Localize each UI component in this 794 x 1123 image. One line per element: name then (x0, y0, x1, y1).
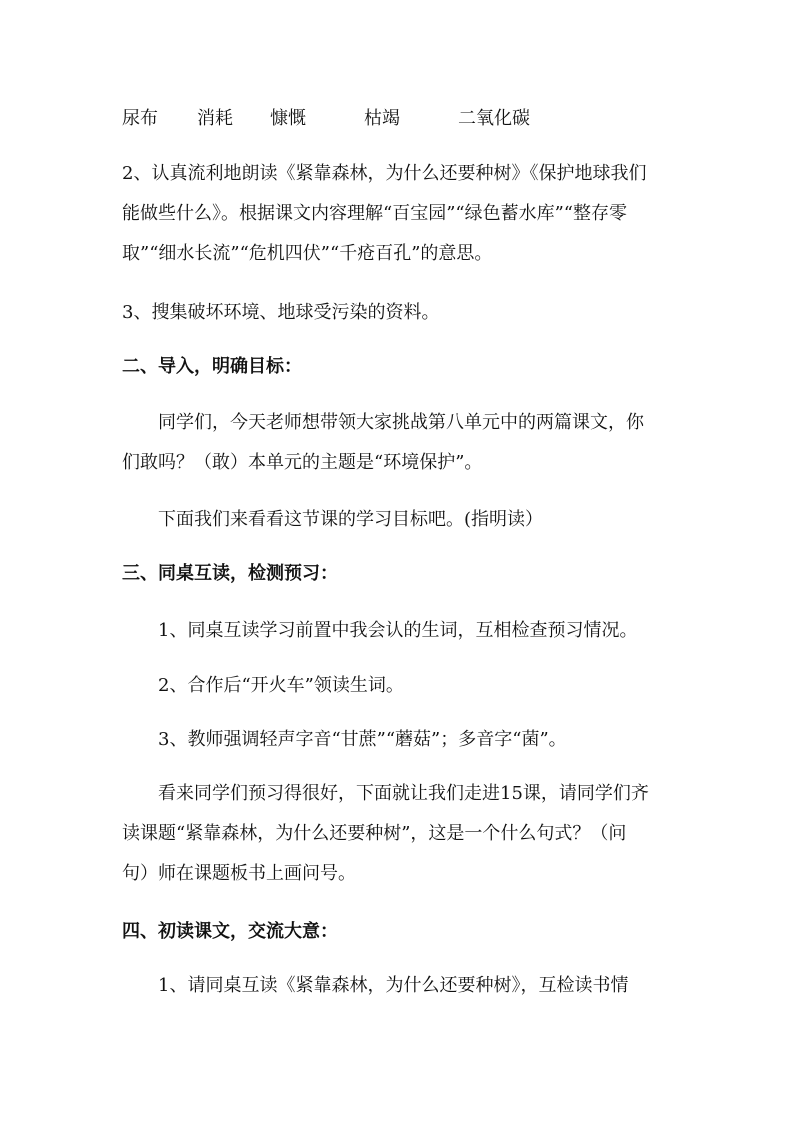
section-heading: 二、导入，明确目标： (122, 356, 302, 377)
vocab-word: 消耗 (197, 108, 233, 129)
list-item: 3、教师强调轻声字音“甘蔗”“蘑菇”；多音字“菌”。 (158, 729, 567, 750)
vocab-word: 二氧化碳 (458, 108, 530, 129)
vocab-word: 尿布 (122, 108, 158, 129)
paragraph-line: 能做些什么》。根据课文内容理解“百宝园”“绿色蓄水库”“整存零 (122, 203, 628, 224)
paragraph-line: 同学们，今天老师想带领大家挑战第八单元中的两篇课文，你 (158, 412, 644, 433)
vocab-row (122, 104, 682, 134)
paragraph-line: 2、认真流利地朗读《紧靠森林，为什么还要种树》《保护地球我们 (122, 163, 647, 184)
paragraph-line: 句）师在课题板书上画问号。 (122, 863, 356, 884)
paragraph-line: 下面我们来看看这节课的学习目标吧。(指明读） (158, 509, 544, 530)
paragraph-line: 看来同学们预习得很好，下面就让我们走进15课，请同学们齐 (158, 783, 649, 804)
vocab-word: 慷慨 (270, 108, 306, 129)
list-item: 2、合作后“开火车”领读生词。 (158, 675, 404, 696)
paragraph-line: 们敢吗？（敢）本单元的主题是“环境保护”。 (122, 452, 483, 473)
paragraph-line: 读课题“紧靠森林，为什么还要种树”，这是一个什么句式？（问 (122, 823, 627, 844)
vocab-word: 枯竭 (364, 108, 400, 129)
paragraph-line: 3、搜集破坏环境、地球受污染的资料。 (122, 302, 440, 323)
list-item: 1、同桌互读学习前置中我会认的生词，互相检查预习情况。 (158, 620, 638, 641)
section-heading: 三、同桌互读，检测预习： (122, 563, 338, 584)
list-item: 1、请同桌互读《紧靠森林，为什么还要种树》，互检读书情 (158, 975, 629, 996)
paragraph-line: 取”“细水长流”“危机四伏”“千疮百孔”的意思。 (122, 243, 493, 264)
section-heading: 四、初读课文，交流大意： (122, 921, 338, 942)
